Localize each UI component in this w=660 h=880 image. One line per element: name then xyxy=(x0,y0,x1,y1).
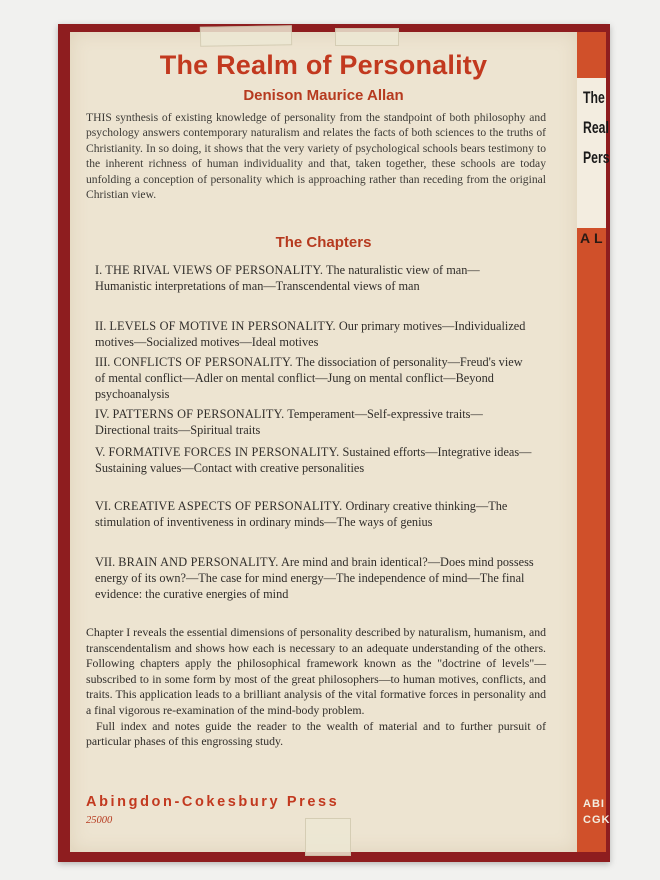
chapter-description: Are mind and brain identical?—Does mind possess energy of its own?—The case for mind energy—The independence of mind—The final evidence: the curative energies of mind xyxy=(95,555,534,601)
tape-top-left xyxy=(200,25,292,47)
spine-publisher-1: ABI xyxy=(583,798,605,810)
price-code: 25000 xyxy=(86,815,113,826)
chapter-item xyxy=(95,444,535,476)
summary-text xyxy=(86,625,546,750)
chapter-title: BRAIN AND PERSONALITY. xyxy=(118,555,279,569)
chapter-item xyxy=(95,406,535,438)
chapter-number: VII. xyxy=(95,555,116,569)
author-name: Denison Maurice Allan xyxy=(243,87,404,104)
chapter-item xyxy=(95,318,535,350)
chapter-description: Our primary motives—Individualized motives—Socialized motives—Ideal motives xyxy=(95,319,526,349)
spine-word-2: Real xyxy=(583,118,609,137)
book-title: The Realm of Personality xyxy=(159,50,488,80)
chapter-title: CREATIVE ASPECTS OF PERSONALITY. xyxy=(114,499,343,513)
intro-blurb: THIS synthesis of existing knowledge of personality from the standpoint of both philosophy and psychology answers contemporary naturalism and relates the facts of both sciences to the truths of Christianity. In so doing, it shows that the very variety of psychological schools bears testimony to the inherent richness of human individuality and that, taken together, these schools are today unfolding a conception of personality which is approaching rather than receding from the original Christian view. xyxy=(86,111,546,202)
chapter-description: Ordinary creative thinking—The stimulation of inventiveness in ordinary minds—The ways of genius xyxy=(95,499,508,529)
spine-author-initial-1: A xyxy=(580,230,591,246)
summary-paragraph: Chapter I reveals the essential dimensions of personality described by naturalism, humanism, and transcendentalism and shows how each is necessary to an adequate understanding of the others. Following chapters apply the philosophical framework known as the "doctrine of levels"—subscribed to in some form by most of the great philosophers—to human motives, conflicts, and traits. This application leads to a brilliant analysis of the vital formative forces in personality and a final vigorous re-examination of the mind-body problem. xyxy=(86,625,546,717)
chapter-number: VI. xyxy=(95,499,112,513)
summary-paragraph: Full index and notes guide the reader to the wealth of material and to further pursuit of particular phases of this engrossing study. xyxy=(86,718,546,749)
publisher-name: Abingdon-Cokesbury Press xyxy=(86,794,340,810)
chapters-heading: The Chapters xyxy=(275,234,372,251)
chapter-description: Temperament—Self-expressive traits—Directional traits—Spiritual traits xyxy=(95,407,483,437)
chapter-title: THE RIVAL VIEWS OF PERSONALITY. xyxy=(105,263,324,277)
spine-author-initial-2: L xyxy=(594,230,603,246)
chapter-item xyxy=(95,262,535,294)
chapter-number: V. xyxy=(95,445,106,459)
spine-word-3: Pers xyxy=(583,148,610,167)
spine-word-1: The xyxy=(583,88,605,107)
chapter-number: IV. xyxy=(95,407,110,421)
chapter-number: II. xyxy=(95,319,107,333)
spine xyxy=(577,32,611,852)
chapter-title: PATTERNS OF PERSONALITY. xyxy=(112,407,285,421)
chapter-number: III. xyxy=(95,355,111,369)
chapter-title: FORMATIVE FORCES IN PERSONALITY. xyxy=(108,445,340,459)
tape-bottom xyxy=(305,818,351,856)
chapter-description: The dissociation of personality—Freud's view of mental conflict—Adler on mental conflict—Jung on mental conflict—Beyond psychoanalysis xyxy=(95,355,523,401)
chapter-item xyxy=(95,498,535,530)
chapter-description: The naturalistic view of man—Humanistic interpretations of man—Transcendental views of man xyxy=(95,263,480,293)
chapter-number: I. xyxy=(95,263,103,277)
chapter-description: Sustained efforts—Integrative ideas—Sustaining values—Contact with creative personalities xyxy=(95,445,532,475)
chapter-item xyxy=(95,354,535,402)
chapter-title: CONFLICTS OF PERSONALITY. xyxy=(113,355,293,369)
tape-top-right xyxy=(335,28,399,46)
chapter-item xyxy=(95,554,535,602)
spine-publisher-2: CGK xyxy=(583,814,611,826)
chapter-title: LEVELS OF MOTIVE IN PERSONALITY. xyxy=(109,319,336,333)
